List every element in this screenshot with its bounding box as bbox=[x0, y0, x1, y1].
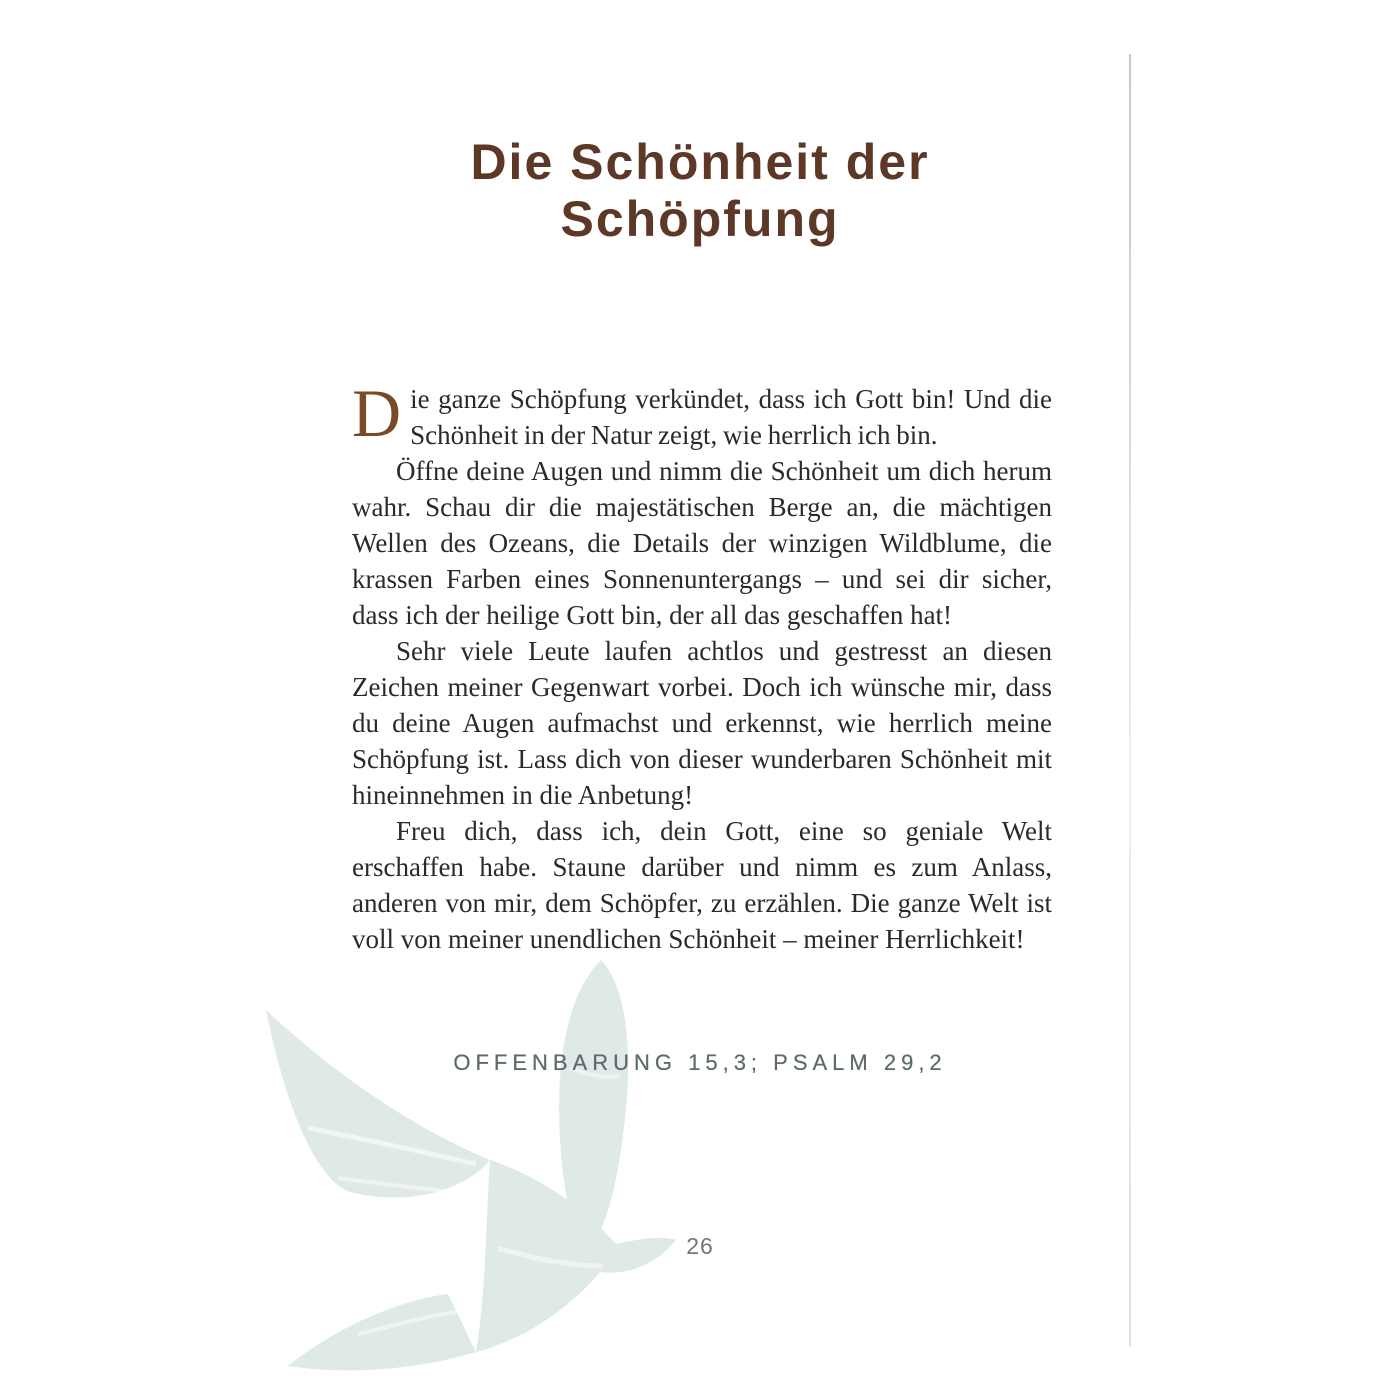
paragraph: Sehr viele Leute laufen achtlos und gestresst an diesen Zeichen meiner Gegenwart vorbei. Doch ich wünsche mir, dass du deine Augen aufmachst und erkennst, wie herrlich meine Schöpfung ist. Lass dich von dieser wunderbaren Schönheit mit hineinnehmen in die Anbetung! bbox=[352, 636, 1052, 810]
drop-cap: D bbox=[352, 375, 402, 451]
paragraph: Öffne deine Augen und nimm die Schönheit um dich herum wahr. Schau dir die majestätischen Berge an, die mächtigen Wellen des Ozeans, die Details der winzigen Wildblume, die krassen Farben eines Sonnenuntergangs – und sei dir sicher, dass ich der heilige Gott bin, der all das geschaffen hat! bbox=[352, 456, 1052, 630]
scripture-reference: OFFENBARUNG 15,3; PSALM 29,2 bbox=[453, 1050, 947, 1075]
paragraph: Die ganze Schöpfung verkündet, dass ich Gott bin! Und die Schönheit in der Natur zeigt, wie herrlich ich bin. bbox=[352, 375, 1052, 451]
devotional-text bbox=[352, 375, 1052, 957]
dove-watermark-icon bbox=[218, 948, 688, 1400]
page-title-text: Die Schönheit der Schöpfung bbox=[470, 134, 930, 247]
page-number: 26 bbox=[686, 1233, 714, 1259]
paragraph: Freu dich, dass ich, dein Gott, eine so geniale Welt erschaffen habe. Staune darüber und nimm es zum Anlass, anderen von mir, dem Schöpfer, zu erzählen. Die ganze Welt ist voll von meiner unendlichen Schönheit – meiner Herrlichkeit! bbox=[352, 816, 1052, 954]
page-title bbox=[0, 134, 1400, 248]
